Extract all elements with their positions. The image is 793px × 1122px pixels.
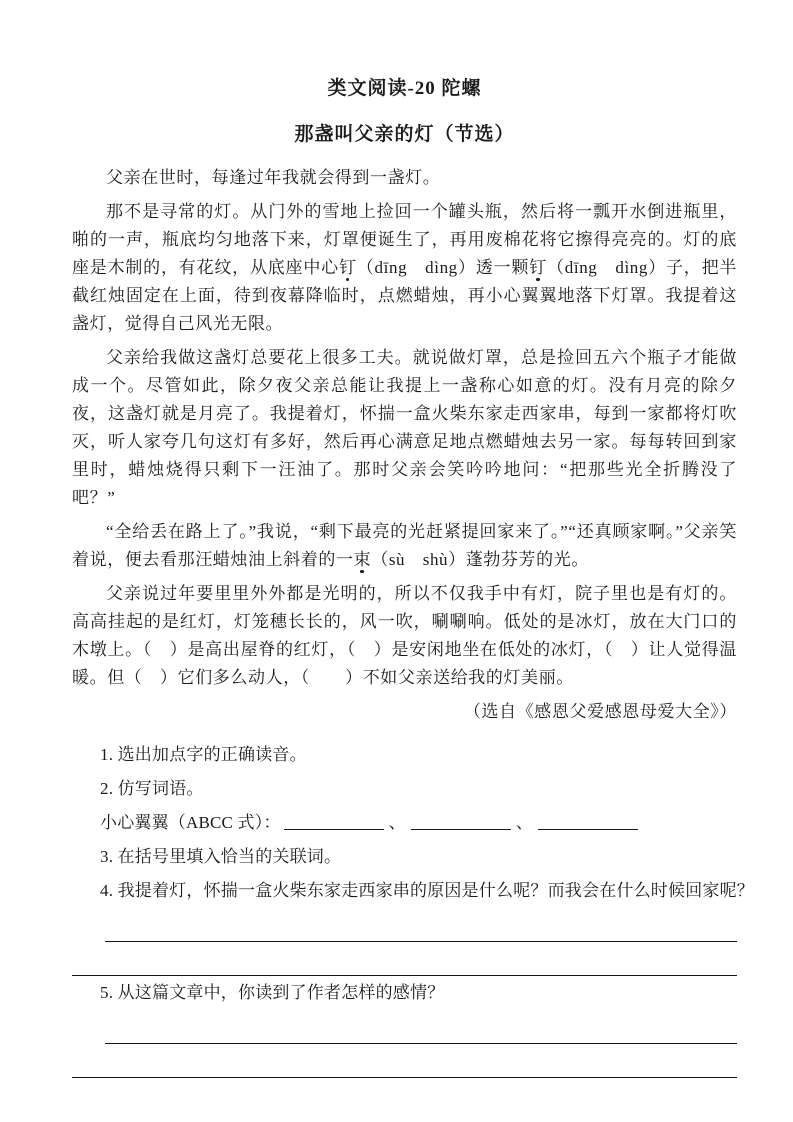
article-paragraph [72,198,737,338]
article-paragraph [72,580,737,692]
answer-line-q4-2[interactable] [72,942,737,976]
fill-blank-2[interactable] [411,813,511,830]
question-1: 1. 选出加点字的正确读音。 [100,745,307,764]
question-3: 3. 在括号里填入恰当的关联词。 [100,847,342,866]
article-paragraph [72,164,737,192]
paragraph-text: 那不是寻常的灯。从门外的雪地上捡回一个罐头瓶，然后将一瓢开水倒进瓶里，啪的一声，瓶底均匀地落下来，灯罩便诞生了，再用废棉花将它擦得亮亮的。灯的底座是木制的，有花纹，从底座中心 [72,202,737,277]
article-body [72,164,737,692]
answer-line-q4-1[interactable] [105,908,737,942]
paragraph-text: 父亲在世时，每逢过年我就会得到一盏灯。 [106,168,441,187]
emphasized-char: 钉 [338,258,357,277]
article-paragraph [72,518,737,574]
blank-separator: 、 [515,813,534,832]
question-5: 5. 从这篇文章中，你读到了作者怎样的感情？ [100,983,445,1002]
question-2-fill-line [72,806,737,840]
question-2-prompt: 小心翼翼（ABCC 式）： [100,813,281,832]
fill-blank-3[interactable] [538,813,638,830]
paragraph-text: （sù shù）蓬勃芬芳的光。 [371,550,589,569]
answer-line-q5-2[interactable] [72,1044,737,1078]
question-4: 4. 我提着灯，怀揣一盒火柴东家走西家串的原因是什么呢？而我会在什么时候回家呢？ [100,881,754,900]
blank-separator: 、 [388,813,406,832]
paragraph-text: （dīng dìng）子，把半截红烛固定在上面，待到夜幕降临时，点燃蜡烛，再小心翼翼地落下灯罩。我提着这盏灯，觉得自己风光无限。 [72,258,737,333]
paragraph-text: （dīng dìng）透一颗 [356,258,530,277]
emphasized-char: 钉 [529,258,547,277]
answer-line-q5-1[interactable] [105,1010,737,1044]
article-title: 那盏叫父亲的灯（节选） [294,124,515,145]
question-2: 2. 仿写词语。 [100,779,204,798]
paragraph-text: 父亲给我做这盏灯总要花上很多工夫。就说做灯罩，总是捡回五六个瓶子才能做成一个。尽管如此，除夕夜父亲总能让我提上一盏称心如意的灯。没有月亮的除夕夜，这盏灯就是月亮了。我提着灯，怀揣一盒火柴东家走西家串，每到一家都将灯吹灭，听人家夸几句这灯有多好，然后再心满意足地点燃蜡烛去另一家。每每转回到家里时，蜡烛烧得只剩下一汪油了。那时父亲会笑吟吟地问：“把那些光全折腾没了吧？” [72,348,737,507]
emphasized-char: 束 [353,550,372,569]
page-title: 类文阅读-20 陀螺 [327,78,482,99]
paragraph-text: 父亲说过年要里里外外都是光明的，所以不仅我手中有灯，院子里也是有灯的。高高挂起的是红灯，灯笼穗长长的，风一吹，唰唰响。低处的是冰灯，放在大门口的木墩上。（ ）是高出屋脊的红灯，（ ）是安闲地坐在低处的冰灯，（ ）让人觉得温暖。但（ ）它们多么动人，（ ）不如父亲送给我的灯美丽。 [72,584,737,687]
attribution: （选自《感恩父爱感恩母爱大全》） [463,702,737,721]
article-paragraph [72,344,737,512]
paragraph-text: “全给丢在路上了。”我说，“剩下最亮的光赶紧提回家来了。”“还真顾家啊。”父亲笑着说，便去看那汪蜡烛油上斜着的一 [72,522,737,569]
fill-blank-1[interactable] [284,813,384,830]
questions-section [72,738,754,1078]
